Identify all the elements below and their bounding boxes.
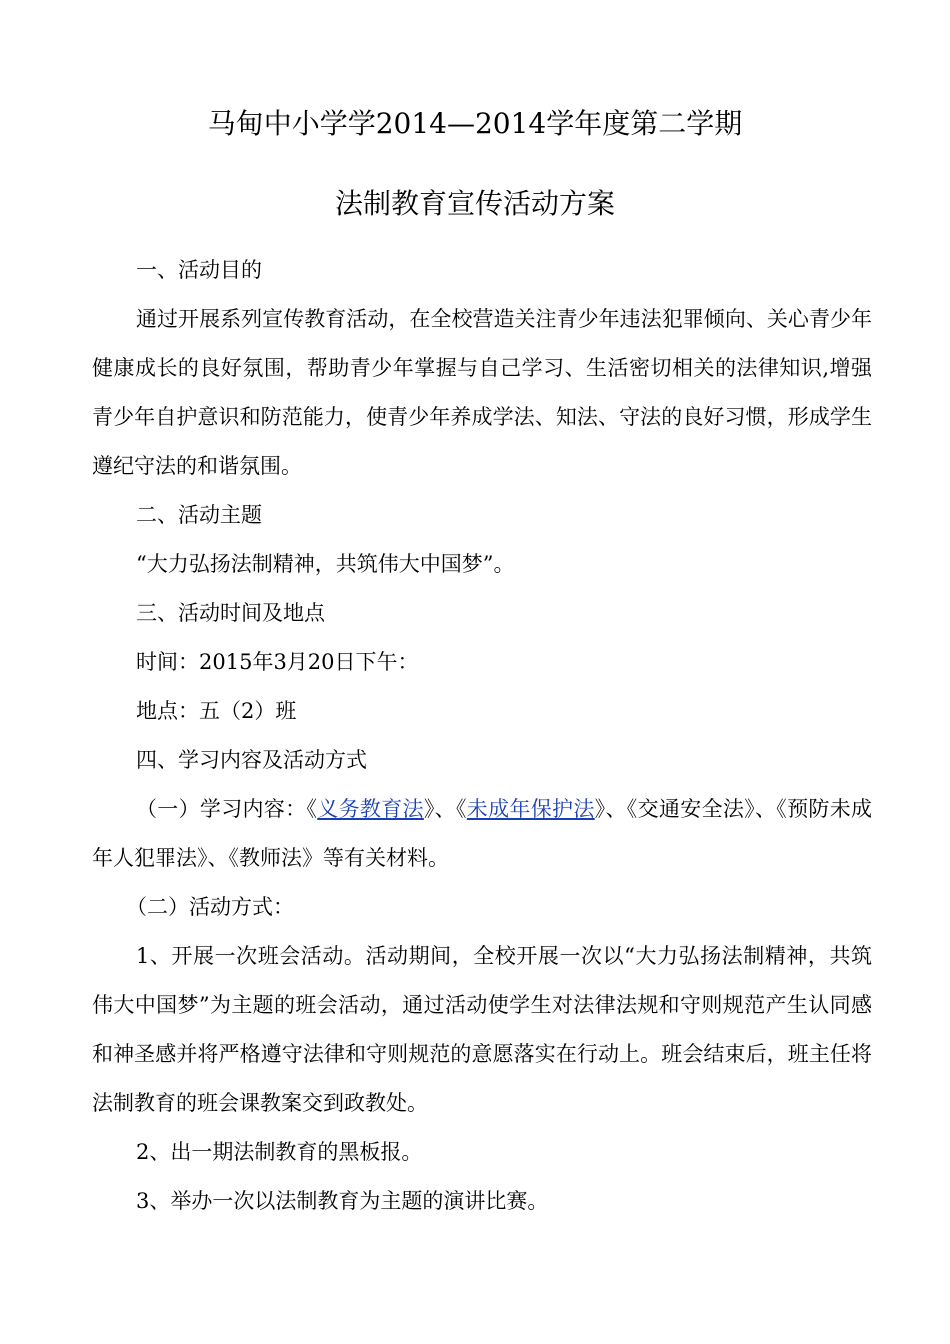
section4-heading: 四、学习内容及活动方式 bbox=[136, 748, 367, 772]
section2-heading: 二、活动主题 bbox=[136, 503, 262, 527]
activity-method-heading: （二）活动方式： bbox=[126, 895, 294, 919]
activity-item-2: 2、出一期法制教育的黑板报。 bbox=[136, 1140, 423, 1164]
minor-protection-law-link[interactable]: 未成年保护法 bbox=[466, 797, 595, 821]
section2-body: “大力弘扬法制精神，共筑伟大中国梦”。 bbox=[136, 552, 515, 576]
study-content-paragraph bbox=[92, 785, 872, 883]
study-rest: 》、《交通安全法》、《预防未成年人犯罪法》、《教师法》等有关材料。 bbox=[92, 797, 873, 870]
time-text: 时间：2015年3月20日下午： bbox=[136, 650, 419, 674]
section1-heading: 一、活动目的 bbox=[136, 258, 262, 282]
section1-body: 通过开展系列宣传教育活动，在全校营造关注青少年违法犯罪倾向、关心青少年健康成长的良好氛围，帮助青少年掌握与自己学习、生活密切相关的法律知识,增强青少年自护意识和防范能力，使青少年养成学法、知法、守法的良好习惯，形成学生遵纪守法的和谐氛围。 bbox=[92, 307, 872, 478]
compulsory-education-law-link[interactable]: 义务教育法 bbox=[317, 797, 424, 821]
study-prefix: （一）学习内容：《 bbox=[136, 797, 318, 821]
section3-heading: 三、活动时间及地点 bbox=[136, 601, 325, 625]
document-title-line1: 马甸中小学学2014—2014学年度第二学期 bbox=[207, 107, 743, 140]
document-title-line2: 法制教育宣传活动方案 bbox=[334, 187, 615, 220]
place-text: 地点：五（2）班 bbox=[136, 699, 297, 723]
activity-item-3: 3、举办一次以法制教育为主题的演讲比赛。 bbox=[136, 1189, 549, 1213]
study-mid: 》、《 bbox=[423, 797, 467, 821]
activity-item-1: 1、开展一次班会活动。活动期间，全校开展一次以“大力弘扬法制精神，共筑伟大中国梦”为主题的班会活动，通过活动使学生对法律法规和守则规范产生认同感和神圣感并将严格遵守法律和守则规范的意愿落实在行动上。班会结束后，班主任将法制教育的班会课教案交到政教处。 bbox=[92, 944, 872, 1115]
